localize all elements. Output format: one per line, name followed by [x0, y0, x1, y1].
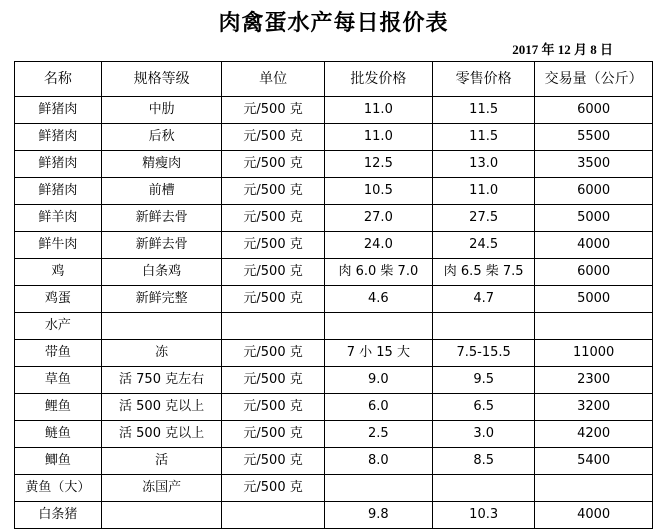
table-row — [15, 124, 653, 151]
cell-spec — [101, 502, 222, 529]
cell-wholesale: 9.8 — [324, 502, 432, 529]
table-row — [15, 340, 653, 367]
cell-wholesale: 4.6 — [324, 286, 432, 313]
cell-wholesale: 11.0 — [324, 97, 432, 124]
cell-wholesale: 肉 6.0 柴 7.0 — [324, 259, 432, 286]
table-row — [15, 367, 653, 394]
cell-name: 水产 — [15, 313, 102, 340]
table-row — [15, 502, 653, 529]
cell-unit: 元/500 克 — [222, 151, 324, 178]
cell-wholesale: 8.0 — [324, 448, 432, 475]
cell-unit — [222, 502, 324, 529]
cell-wholesale: 10.5 — [324, 178, 432, 205]
table-row — [15, 394, 653, 421]
column-header-spec: 规格等级 — [101, 62, 222, 97]
report-date: 2017 年 12 月 8 日 — [512, 42, 613, 57]
cell-volume: 5000 — [535, 286, 653, 313]
table-row — [15, 448, 653, 475]
cell-volume: 4000 — [535, 232, 653, 259]
cell-spec: 中肋 — [101, 97, 222, 124]
cell-spec: 活 — [101, 448, 222, 475]
cell-name: 鲢鱼 — [15, 421, 102, 448]
table-row — [15, 259, 653, 286]
cell-retail: 4.7 — [433, 286, 535, 313]
cell-volume: 2300 — [535, 367, 653, 394]
cell-wholesale: 12.5 — [324, 151, 432, 178]
cell-wholesale: 7 小 15 大 — [324, 340, 432, 367]
cell-wholesale: 2.5 — [324, 421, 432, 448]
cell-retail: 13.0 — [433, 151, 535, 178]
cell-volume: 5500 — [535, 124, 653, 151]
cell-unit: 元/500 克 — [222, 178, 324, 205]
cell-name: 鲜猪肉 — [15, 151, 102, 178]
cell-unit: 元/500 克 — [222, 286, 324, 313]
cell-unit: 元/500 克 — [222, 205, 324, 232]
cell-unit: 元/500 克 — [222, 259, 324, 286]
cell-volume: 5400 — [535, 448, 653, 475]
cell-unit: 元/500 克 — [222, 97, 324, 124]
table-row — [15, 475, 653, 502]
table-row — [15, 178, 653, 205]
cell-spec: 冻 — [101, 340, 222, 367]
column-header-unit: 单位 — [222, 62, 324, 97]
cell-unit: 元/500 克 — [222, 394, 324, 421]
table-row — [15, 205, 653, 232]
cell-unit: 元/500 克 — [222, 124, 324, 151]
cell-retail — [433, 475, 535, 502]
table-body — [15, 97, 653, 529]
cell-volume: 5000 — [535, 205, 653, 232]
cell-retail: 27.5 — [433, 205, 535, 232]
table-row — [15, 421, 653, 448]
cell-name: 草鱼 — [15, 367, 102, 394]
cell-volume: 4200 — [535, 421, 653, 448]
cell-spec: 活 750 克左右 — [101, 367, 222, 394]
cell-spec: 前槽 — [101, 178, 222, 205]
cell-spec: 白条鸡 — [101, 259, 222, 286]
table-row — [15, 286, 653, 313]
cell-volume — [535, 475, 653, 502]
column-header-volume: 交易量（公斤） — [535, 62, 653, 97]
cell-spec — [101, 313, 222, 340]
cell-retail: 8.5 — [433, 448, 535, 475]
cell-name: 鸡 — [15, 259, 102, 286]
table-row — [15, 97, 653, 124]
cell-wholesale: 24.0 — [324, 232, 432, 259]
cell-volume: 6000 — [535, 97, 653, 124]
price-table — [14, 61, 653, 529]
cell-volume: 4000 — [535, 502, 653, 529]
cell-spec: 冻国产 — [101, 475, 222, 502]
cell-spec: 活 500 克以上 — [101, 394, 222, 421]
cell-volume: 6000 — [535, 259, 653, 286]
cell-unit: 元/500 克 — [222, 448, 324, 475]
cell-spec: 新鲜完整 — [101, 286, 222, 313]
cell-volume: 11000 — [535, 340, 653, 367]
cell-retail: 24.5 — [433, 232, 535, 259]
cell-volume: 3500 — [535, 151, 653, 178]
cell-unit: 元/500 克 — [222, 421, 324, 448]
cell-retail: 11.5 — [433, 124, 535, 151]
cell-wholesale: 9.0 — [324, 367, 432, 394]
cell-unit: 元/500 克 — [222, 340, 324, 367]
cell-volume: 3200 — [535, 394, 653, 421]
cell-wholesale — [324, 313, 432, 340]
page-title: 肉禽蛋水产每日报价表 — [218, 10, 449, 36]
cell-wholesale: 11.0 — [324, 124, 432, 151]
table-row — [15, 151, 653, 178]
cell-name: 白条猪 — [15, 502, 102, 529]
cell-retail: 11.5 — [433, 97, 535, 124]
cell-unit: 元/500 克 — [222, 367, 324, 394]
cell-volume — [535, 313, 653, 340]
cell-retail — [433, 313, 535, 340]
column-header-name: 名称 — [15, 62, 102, 97]
cell-retail: 7.5-15.5 — [433, 340, 535, 367]
table-row-section — [15, 313, 653, 340]
cell-unit: 元/500 克 — [222, 475, 324, 502]
cell-retail: 10.3 — [433, 502, 535, 529]
cell-spec: 新鲜去骨 — [101, 205, 222, 232]
cell-unit: 元/500 克 — [222, 232, 324, 259]
cell-wholesale: 6.0 — [324, 394, 432, 421]
cell-unit — [222, 313, 324, 340]
column-header-wholesale-price: 批发价格 — [324, 62, 432, 97]
cell-spec: 活 500 克以上 — [101, 421, 222, 448]
cell-name: 带鱼 — [15, 340, 102, 367]
cell-name: 鸡蛋 — [15, 286, 102, 313]
cell-name: 鲜猪肉 — [15, 97, 102, 124]
table-header-row — [15, 62, 653, 97]
table-row — [15, 232, 653, 259]
cell-retail: 9.5 — [433, 367, 535, 394]
cell-wholesale: 27.0 — [324, 205, 432, 232]
cell-retail: 肉 6.5 柴 7.5 — [433, 259, 535, 286]
cell-name: 黄鱼（大） — [15, 475, 102, 502]
cell-name: 鲜猪肉 — [15, 178, 102, 205]
cell-retail: 6.5 — [433, 394, 535, 421]
cell-name: 鲜猪肉 — [15, 124, 102, 151]
price-report-page — [0, 6, 667, 522]
cell-spec: 后秋 — [101, 124, 222, 151]
cell-name: 鲜牛肉 — [15, 232, 102, 259]
cell-retail: 3.0 — [433, 421, 535, 448]
cell-wholesale — [324, 475, 432, 502]
cell-spec: 新鲜去骨 — [101, 232, 222, 259]
cell-name: 鲜羊肉 — [15, 205, 102, 232]
cell-spec: 精瘦肉 — [101, 151, 222, 178]
column-header-retail-price: 零售价格 — [433, 62, 535, 97]
cell-volume: 6000 — [535, 178, 653, 205]
cell-retail: 11.0 — [433, 178, 535, 205]
cell-name: 鲫鱼 — [15, 448, 102, 475]
cell-name: 鲤鱼 — [15, 394, 102, 421]
